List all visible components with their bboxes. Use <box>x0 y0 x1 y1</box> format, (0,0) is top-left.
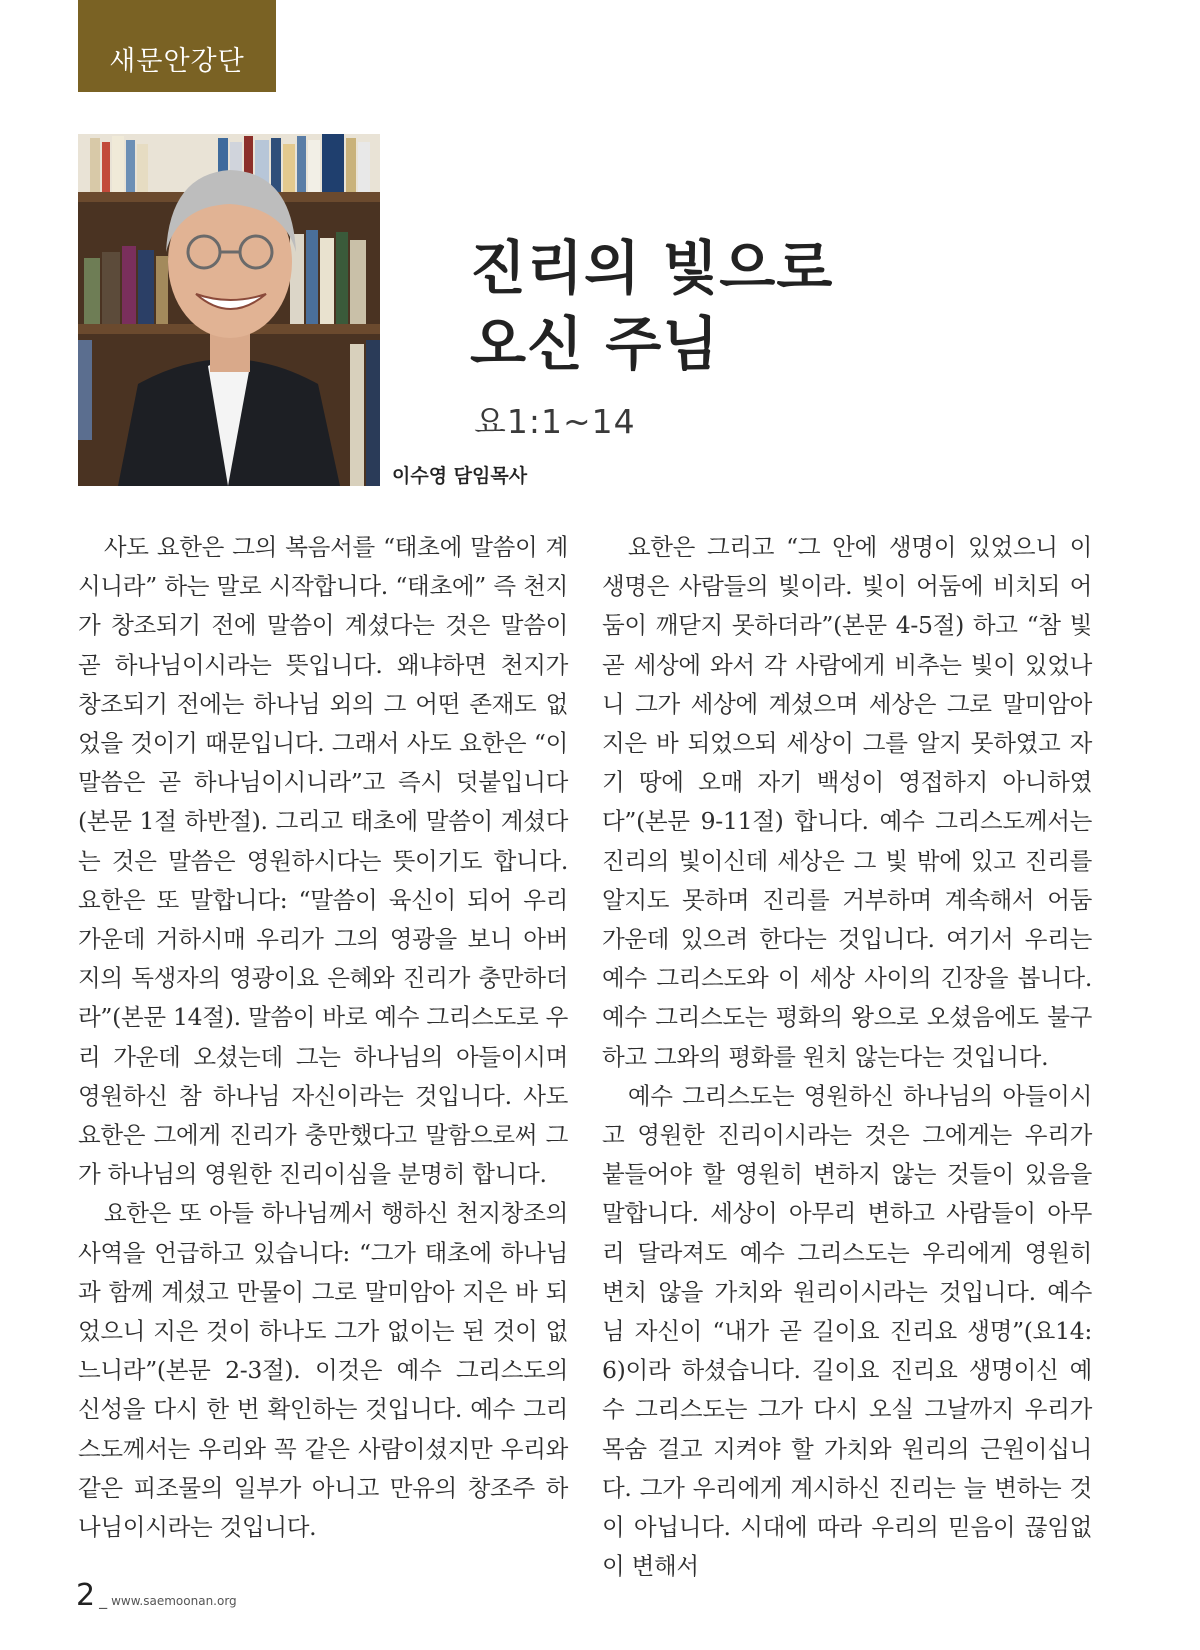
page-number: 2 <box>76 1578 96 1613</box>
paragraph: 요한은 그리고 “그 안에 생명이 있었으니 이 생명은 사람들의 빛이라. 빛이 어둠에 비치되 어둠이 깨닫지 못하더라”(본문 4-5절) 하고 “참 빛 곧 세상에 와서 각 사람에게 비추는 빛이 있었나니 그가 세상에 계셨으며 세상은 그로 말미암아 지은 바 되었으되 세상이 그를 알지 못하였고 자기 땅에 오매 자기 백성이 영접하지 아니하였다”(본문 9-11절) 합니다. 예수 그리스도께서는 진리의 빛이신데 세상은 그 빛 밖에 있고 진리를 알지도 못하며 진리를 거부하며 계속해서 어둠 가운데 있으려 한다는 것입니다. 여기서 우리는 예수 그리스도와 이 세상 사이의 긴장을 봅니다. 예수 그리스도는 평화의 왕으로 오셨음에도 불구하고 그와의 평화를 원치 않는다는 것입니다. <box>602 533 1092 1071</box>
page-footer <box>76 1578 237 1613</box>
paragraph: 사도 요한은 그의 복음서를 “태초에 말씀이 계시니라” 하는 말로 시작합니다. “태초에” 즉 천지가 창조되기 전에 말씀이 계셨다는 것은 말씀이 곧 하나님이시라는 뜻입니다. 왜냐하면 천지가 창조되기 전에는 하나님 외의 그 어떤 존재도 없었을 것이기 때문입니다. 그래서 사도 요한은 “이 말씀은 곧 하나님이시니라”고 즉시 덧붙입니다(본문 1절 하반절). 그리고 태초에 말씀이 계셨다는 것은 말씀은 영원하시다는 뜻이기도 합니다. 요한은 또 말합니다: “말씀이 육신이 되어 우리 가운데 거하시매 우리가 그의 영광을 보니 아버지의 독생자의 영광이요 은혜와 진리가 충만하더라”(본문 14절). 말씀이 바로 예수 그리스도로 우리 가운데 오셨는데 그는 하나님의 아들이시며 영원하신 참 하나님 자신이라는 것입니다. 사도 요한은 그에게 진리가 충만했다고 말함으로써 그가 하나님의 영원한 진리이심을 분명히 합니다. <box>78 533 568 1189</box>
article-title <box>470 230 1090 382</box>
paragraph: 요한은 또 아들 하나님께서 행하신 천지창조의 사역을 언급하고 있습니다: “그가 태초에 하나님과 함께 계셨고 만물이 그로 말미암아 지은 바 되었으니 지은 것이 하나도 그가 없이는 된 것이 없느니라”(본문 2-3절). 이것은 예수 그리스도의 신성을 다시 한 번 확인하는 것입니다. 예수 그리스도께서는 우리와 꼭 같은 사람이셨지만 우리와 같은 피조물의 일부가 아니고 만유의 창조주 하나님이시라는 것입니다. <box>78 1199 568 1542</box>
paragraph: 예수 그리스도는 영원하신 하나님의 아들이시고 영원한 진리이시라는 것은 그에게는 우리가 붙들어야 할 영원히 변하지 않는 것들이 있음을 말합니다. 세상이 아무리 변하고 사람들이 아무리 달라져도 예수 그리스도는 우리에게 영원히 변치 않을 가치와 원리이시라는 것입니다. 예수님 자신이 “내가 곧 길이요 진리요 생명”(요14:6)이라 하셨습니다. 길이요 진리요 생명이신 예수 그리스도는 그가 다시 오실 그날까지 우리가 목숨 걸고 지켜야 할 가치와 원리의 근원이십니다. 그가 우리에게 계시하신 진리는 늘 변하는 것이 아닙니다. 시대에 따라 우리의 믿음이 끊임없이 변해서 <box>602 1081 1092 1581</box>
body-column-left <box>78 528 568 1547</box>
section-label: 새문안강단 <box>78 0 276 92</box>
website-link[interactable]: www.saemoonan.org <box>111 1594 237 1608</box>
author-name: 이수영 담임목사 <box>392 465 528 487</box>
scripture-reference: 요1:1~14 <box>474 402 636 441</box>
pastor-portrait-image <box>78 134 380 486</box>
portrait-icon <box>78 134 380 486</box>
title-line-2: 오신 주님 <box>470 310 720 378</box>
title-line-1: 진리의 빛으로 <box>470 234 834 302</box>
body-column-right <box>602 528 1092 1586</box>
footer-separator: _ <box>99 1590 108 1609</box>
